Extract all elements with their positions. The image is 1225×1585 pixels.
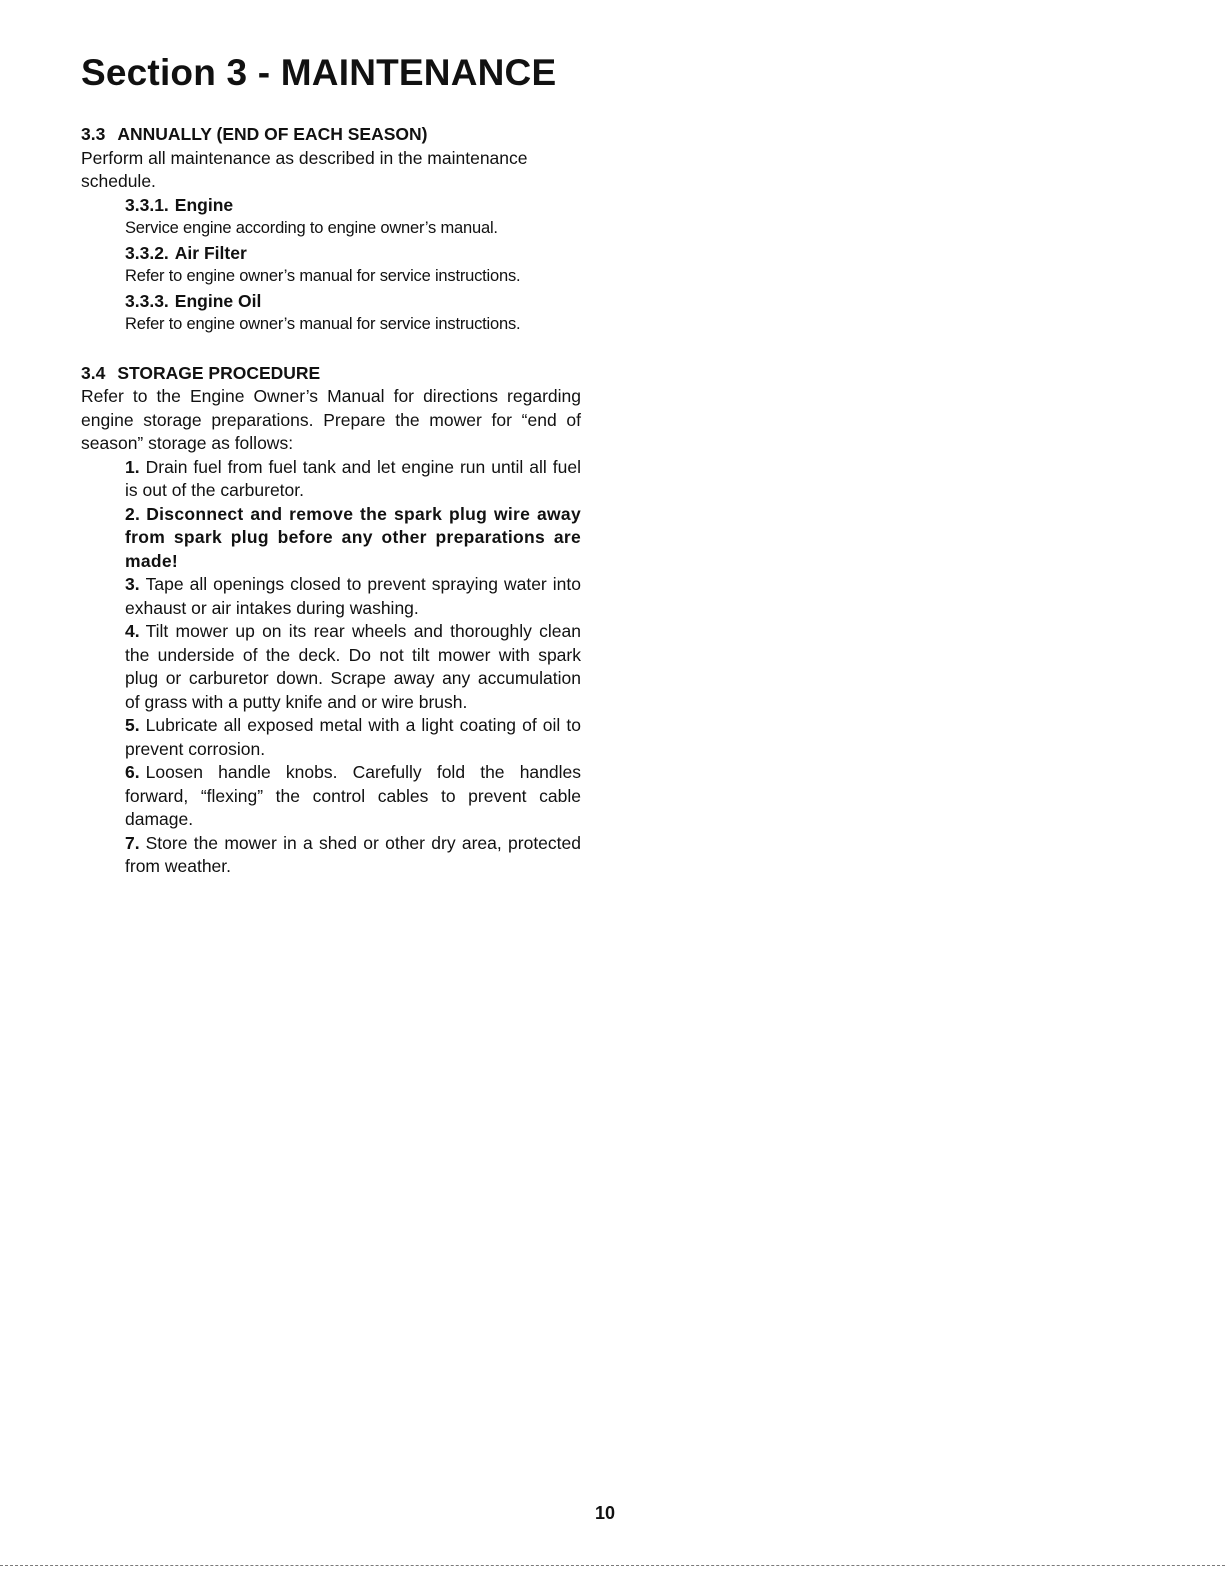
step-item-warning [125, 503, 581, 574]
subsection-title: Engine Oil [174, 290, 262, 311]
step-number: 3. [125, 574, 140, 594]
step-item [125, 714, 581, 761]
subsection-body: Service engine according to engine owner’s manual. [125, 219, 498, 237]
subsection-number: 3.3.1. [125, 194, 169, 215]
subsection-number: 3.3.3. [125, 290, 169, 311]
section-title: ANNUALLY (END OF EACH SEASON) [117, 124, 428, 144]
step-text: Tilt mower up on its rear wheels and thoroughly clean the underside of the deck. Do not tilt mower with spark plug or carburetor down. Scrape away any accumulation of grass with a putty knife and or wire brush. [125, 621, 581, 712]
section-3-4 [81, 362, 581, 879]
page-title: Section 3 - MAINTENANCE [81, 52, 557, 93]
subsection-heading [125, 290, 581, 314]
step-text: Loosen handle knobs. Carefully fold the handles forward, “flexing” the control cables to prevent cable damage. [125, 762, 581, 829]
step-item [125, 832, 581, 879]
step-number: 2. [125, 503, 141, 524]
bottom-divider [0, 1565, 1225, 1566]
step-number: 1. [125, 456, 140, 477]
step-item [125, 761, 581, 832]
step-number: 4. [125, 621, 140, 641]
section-number: 3.3 [81, 124, 106, 144]
subsection-body: Refer to engine owner’s manual for service instructions. [125, 267, 521, 285]
step-text: Store the mower in a shed or other dry area, protected from weather. [125, 832, 581, 876]
section-heading [81, 362, 581, 386]
step-item [125, 620, 581, 714]
subsection-air-filter [125, 242, 581, 289]
step-text: Drain fuel from fuel tank and let engine run until all fuel is out of the carburetor. [125, 456, 581, 500]
subsection-heading [125, 242, 581, 266]
section-3-3 [81, 123, 581, 337]
section-heading [81, 123, 581, 147]
page-number: 10 [594, 1503, 616, 1523]
step-item [125, 573, 581, 620]
step-number: 5. [125, 715, 140, 735]
subsection-engine [125, 194, 581, 241]
subsection-heading [125, 194, 581, 218]
subsection-number: 3.3.2. [125, 242, 169, 263]
step-text: Tape all openings closed to prevent spraying water into exhaust or air intakes during washing. [125, 574, 581, 618]
section-intro: Perform all maintenance as described in the maintenance schedule. [81, 147, 528, 191]
subsection-title: Engine [174, 194, 234, 215]
content-column [81, 123, 581, 879]
step-text: Disconnect and remove the spark plug wire away from spark plug before any other preparations are made! [125, 503, 581, 571]
section-number: 3.4 [81, 362, 106, 383]
subsection-body: Refer to engine owner’s manual for service instructions. [125, 315, 521, 333]
section-intro: Refer to the Engine Owner’s Manual for directions regarding engine storage preparations. Prepare the mower for “end of season” storage as follows: [81, 386, 581, 453]
section-spacer [81, 338, 581, 362]
subsection-list [81, 194, 581, 337]
step-number: 6. [125, 762, 140, 782]
step-item [125, 456, 581, 503]
subsection-engine-oil [125, 290, 581, 337]
section-title: STORAGE PROCEDURE [117, 362, 321, 383]
subsection-title: Air Filter [174, 242, 247, 263]
storage-steps [81, 456, 581, 879]
step-number: 7. [125, 832, 140, 853]
step-text: Lubricate all exposed metal with a light coating of oil to prevent corrosion. [125, 715, 581, 759]
